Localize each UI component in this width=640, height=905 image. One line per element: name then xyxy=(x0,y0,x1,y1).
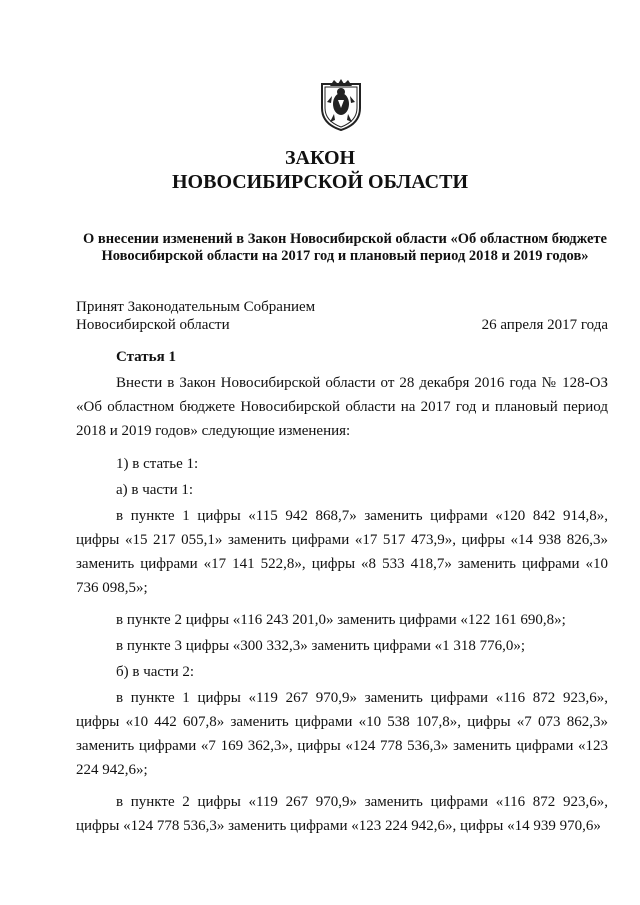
paragraph: в пункте 1 цифры «115 942 868,7» заменить цифрами «120 842 914,8», цифры «15 217 055,1» заменить цифрами «17 517 473,9», цифры «14 938 826,3» заменить цифрами «17 141 522,8», цифры «8 533 418,7» заменить цифрами «10 736 098,5»; xyxy=(76,508,608,596)
article-heading: Статья 1 xyxy=(116,349,176,365)
paragraph: 1) в статье 1: xyxy=(116,456,199,472)
adoption-block xyxy=(76,298,608,334)
adoption-date: 26 апреля 2017 года xyxy=(481,317,608,333)
paragraph: Внести в Закон Новосибирской области от 28 декабря 2016 года № 128-ОЗ «Об областном бюджете Новосибирской области на 2017 год и плановый период 2018 и 2019 годов» следующие изменения: xyxy=(76,375,608,439)
law-subtitle: О внесении изменений в Закон Новосибирской области «Об областном бюджете Новосибирской области на 2017 год и плановый период 2018 и 2019 годов» xyxy=(83,231,607,264)
adopted-by-region: Новосибирской области xyxy=(76,317,230,333)
paragraph: в пункте 1 цифры «119 267 970,9» заменить цифрами «116 872 923,6», цифры «10 442 607,8» заменить цифрами «10 538 107,8», цифры «7 073 862,3» заменить цифрами «7 169 362,3», цифры «124 778 536,3» заменить цифрами «123 224 942,6»; xyxy=(76,690,608,778)
paragraph: в пункте 2 цифры «116 243 201,0» заменить цифрами «122 161 690,8»; xyxy=(116,612,566,628)
adopted-by-line: Принят Законодательным Собранием xyxy=(76,299,316,315)
paragraph: в пункте 3 цифры «300 332,3» заменить цифрами «1 318 776,0»; xyxy=(116,638,526,654)
paragraph: в пункте 2 цифры «119 267 970,9» заменить цифрами «116 872 923,6», цифры «124 778 536,3» заменить цифрами «123 224 942,6», цифры «14 939 970,6» xyxy=(76,794,608,834)
paragraph: б) в части 2: xyxy=(116,664,195,680)
law-title: ЗАКОН xyxy=(284,147,356,169)
coat-of-arms-icon xyxy=(318,78,364,132)
region-title: НОВОСИБИРСКОЙ ОБЛАСТИ xyxy=(171,171,469,193)
paragraph: а) в части 1: xyxy=(116,482,194,498)
